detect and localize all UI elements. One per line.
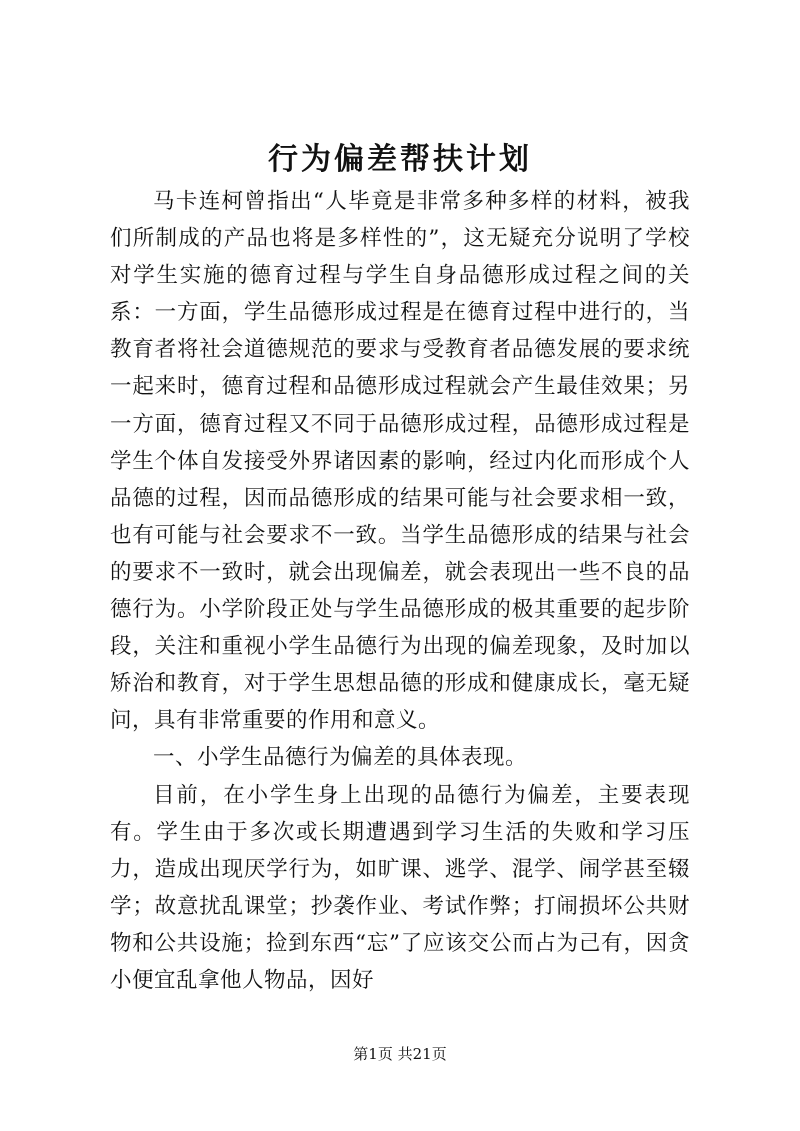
page-total: 共21页 (397, 1045, 447, 1063)
page-title: 行为偏差帮扶计划 (268, 142, 532, 177)
document-body (110, 183, 690, 999)
paragraph-intro: 马卡连柯曾指出“人毕竟是非常多种多样的材料，被我们所制成的产品也将是多样性的”，这无疑充分说明了学校对学生实施的德育过程与学生自身品德形成过程之间的关系：一方面，学生品德形成过程是在德育过程中进行的，当教育者将社会道德规范的要求与受教育者品德发展的要求统一起来时，德育过程和品德形成过程就会产生最佳效果；另一方面，德育过程又不同于品德形成过程，品德形成过程是学生个体自发接受外界诸因素的影响，经过内化而形成个人品德的过程，因而品德形成的结果可能与社会要求相一致，也有可能与社会要求不一致。当学生品德形成的结果与社会的要求不一致时，就会出现偏差，就会表现出一些不良的品德行为。小学阶段正处与学生品德形成的极其重要的起步阶段，关注和重视小学生品德行为出现的偏差现象，及时加以矫治和教育，对于学生思想品德的形成和健康成长，毫无疑问，具有非常重要的作用和意义。 (110, 189, 690, 734)
page-footer (0, 1044, 800, 1064)
page-number: 第1页 (353, 1045, 393, 1063)
section-heading-1: 一、小学生品德行为偏差的具体表现。 (153, 745, 528, 771)
paragraph-behavior: 目前，在小学生身上出现的品德行为偏差，主要表现有。学生由于多次或长期遭遇到学习生活的失败和学习压力，造成出现厌学行为，如旷课、逃学、混学、闹学甚至辍学；故意扰乱课堂；抄袭作业、考试作弊；打闹损坏公共财物和公共设施；捡到东西“忘”了应该交公而占为己有，因贪小便宜乱拿他人物品，因好 (110, 782, 690, 993)
